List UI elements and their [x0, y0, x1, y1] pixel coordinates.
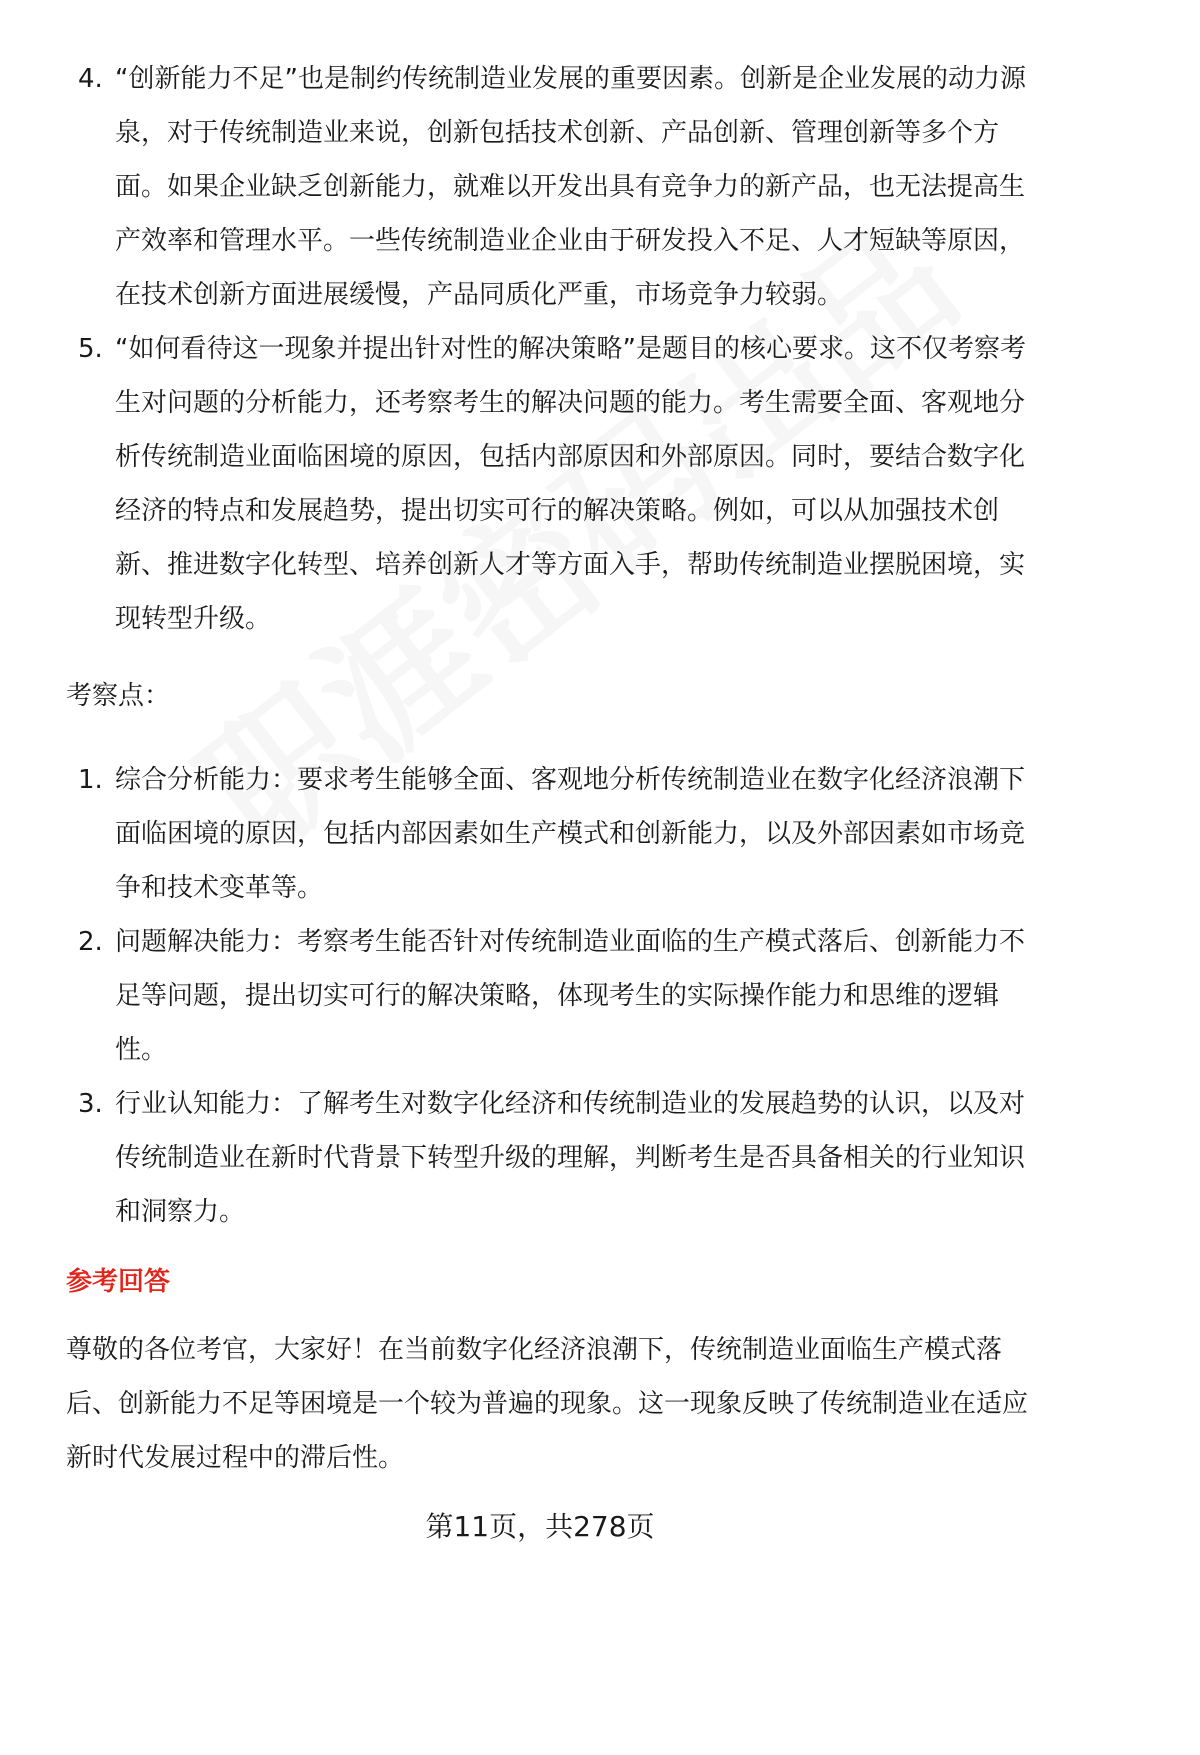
list-item-text: 综合分析能力：要求考生能够全面、客观地分析传统制造业在数字化经济浪潮下面临困境的原因，包括内部因素如生产模式和创新能力，以及外部因素如市场竞争和技术变革等。	[115, 765, 1026, 903]
list-item-number: 1.	[78, 765, 103, 795]
assessment-points-list	[66, 753, 1036, 1239]
section-label-kaochadian: 考察点：	[66, 681, 171, 711]
list-item-number: 2.	[78, 927, 103, 957]
list-item-text: “如何看待这一现象并提出针对性的解决策略”是题目的核心要求。这不仅考察考生对问题的分析能力，还考察考生的解决问题的能力。考生需要全面、客观地分析传统制造业面临困境的原因，包括内部原因和外部原因。同时，要结合数字化经济的特点和发展趋势，提出切实可行的解决策略。例如，可以从加强技术创新、推进数字化转型、培养创新人才等方面入手，帮助传统制造业摆脱困境，实现转型升级。	[115, 334, 1026, 634]
list-item-text: 问题解决能力：考察考生能否针对传统制造业面临的生产模式落后、创新能力不足等问题，提出切实可行的解决策略，体现考生的实际操作能力和思维的逻辑性。	[115, 927, 1026, 1065]
list-item-number: 3.	[78, 1089, 103, 1119]
list-item-text: 行业认知能力：了解考生对数字化经济和传统制造业的发展趋势的认识，以及对传统制造业在新时代背景下转型升级的理解，判断考生是否具备相关的行业知识和洞察力。	[115, 1089, 1026, 1227]
list-item	[66, 52, 1036, 322]
analysis-list	[66, 52, 1036, 646]
answer-paragraph: 尊敬的各位考官，大家好！在当前数字化经济浪潮下，传统制造业面临生产模式落后、创新能力不足等困境是一个较为普遍的现象。这一现象反映了传统制造业在适应新时代发展过程中的滞后性。	[66, 1335, 1029, 1473]
answer-heading: 参考回答	[66, 1267, 171, 1297]
list-item	[66, 915, 1036, 1077]
list-item	[66, 753, 1036, 915]
list-item	[66, 1077, 1036, 1239]
list-item-number: 4.	[78, 64, 103, 94]
list-item-number: 5.	[78, 334, 103, 364]
list-item-text: “创新能力不足”也是制约传统制造业发展的重要因素。创新是企业发展的动力源泉，对于传统制造业来说，创新包括技术创新、产品创新、管理创新等多个方面。如果企业缺乏创新能力，就难以开发出具有竞争力的新产品，也无法提高生产效率和管理水平。一些传统制造业企业由于研发投入不足、人才短缺等原因，在技术创新方面进展缓慢，产品同质化严重，市场竞争力较弱。	[115, 64, 1026, 310]
list-item	[66, 322, 1036, 646]
page-footer: 第11页，共278页	[425, 1510, 655, 1543]
